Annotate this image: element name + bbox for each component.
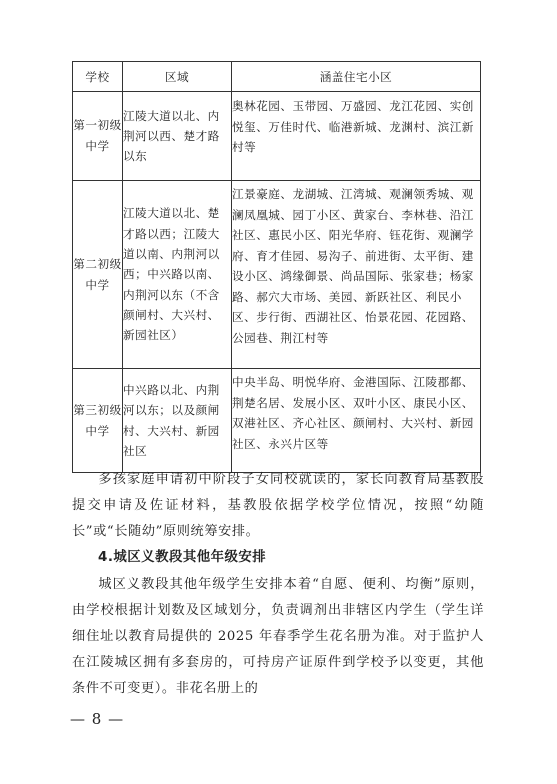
school-cell: 第一初级中学 [73, 92, 123, 181]
table-row [73, 181, 481, 369]
area-cell: 江陵大道以北、楚才路以西；江陵大道以南、内荆河以西；中兴路以南、内荆河以东（不含颜闸村、大兴村、新园社区） [123, 181, 232, 369]
other-grades-paragraph: 城区义教段其他年级学生安排本着“自愿、便利、均衡”原则，由学校根据计划数及区域划分，负责调剂出非辖区内学生（学生详细住址以教育局提供的 2025 年春季学生花名册为准。对于监护人在江陵城区拥有多套房的，可持房产证原件到学校予以变更，其他条件不可变更）。非花名册上的 [72, 577, 484, 696]
page-number: — 8 — [70, 710, 125, 728]
header-estates: 涵盖住宅小区 [232, 62, 481, 92]
table-row [73, 369, 481, 473]
school-cell: 第二初级中学 [73, 181, 123, 369]
school-zone-table [72, 61, 481, 473]
header-area: 区域 [123, 62, 232, 92]
estates-cell: 江景豪庭、龙湖城、江湾城、观澜领秀城、观澜凤凰城、园丁小区、黄家台、李林巷、沿江社区、惠民小区、阳光华府、钰花街、观澜学府、育才佳园、易沟子、前进街、太平街、建设小区、鸿缘御景、尚品国际、张家巷；杨家路、郝穴大市场、美园、新跃社区、利民小区、步行街、西湖社区、怡景花园、花园路、公园巷、荆江村等 [232, 181, 481, 369]
area-cell: 江陵大道以北、内荆河以西、楚才路以东 [123, 92, 232, 181]
multi-child-paragraph: 多孩家庭申请初中阶段子女同校就读的，家长向教育局基教股提交申请及佐证材料，基教股依据学校学位情况，按照“幼随长”或“长随幼”原则统筹安排。 [72, 472, 484, 539]
estates-cell: 奥林花园、玉带园、万盛园、龙江花园、实创悦玺、万佳时代、临港新城、龙渊村、滨江新村等 [232, 92, 481, 181]
area-cell: 中兴路以北、内荆河以东；以及颜闸村、大兴村、新园社区 [123, 369, 232, 473]
table-row [73, 92, 481, 181]
school-cell: 第三初级中学 [73, 369, 123, 473]
table-header-row [73, 62, 481, 92]
section-heading: 4.城区义教段其他年级安排 [98, 550, 267, 565]
estates-cell: 中央半岛、明悦华府、金港国际、江陵郡都、荆楚名居、发展小区、双叶小区、康民小区、双港社区、齐心社区、颜闸村、大兴村、新园社区、永兴片区等 [232, 369, 481, 473]
header-school: 学校 [73, 62, 123, 92]
